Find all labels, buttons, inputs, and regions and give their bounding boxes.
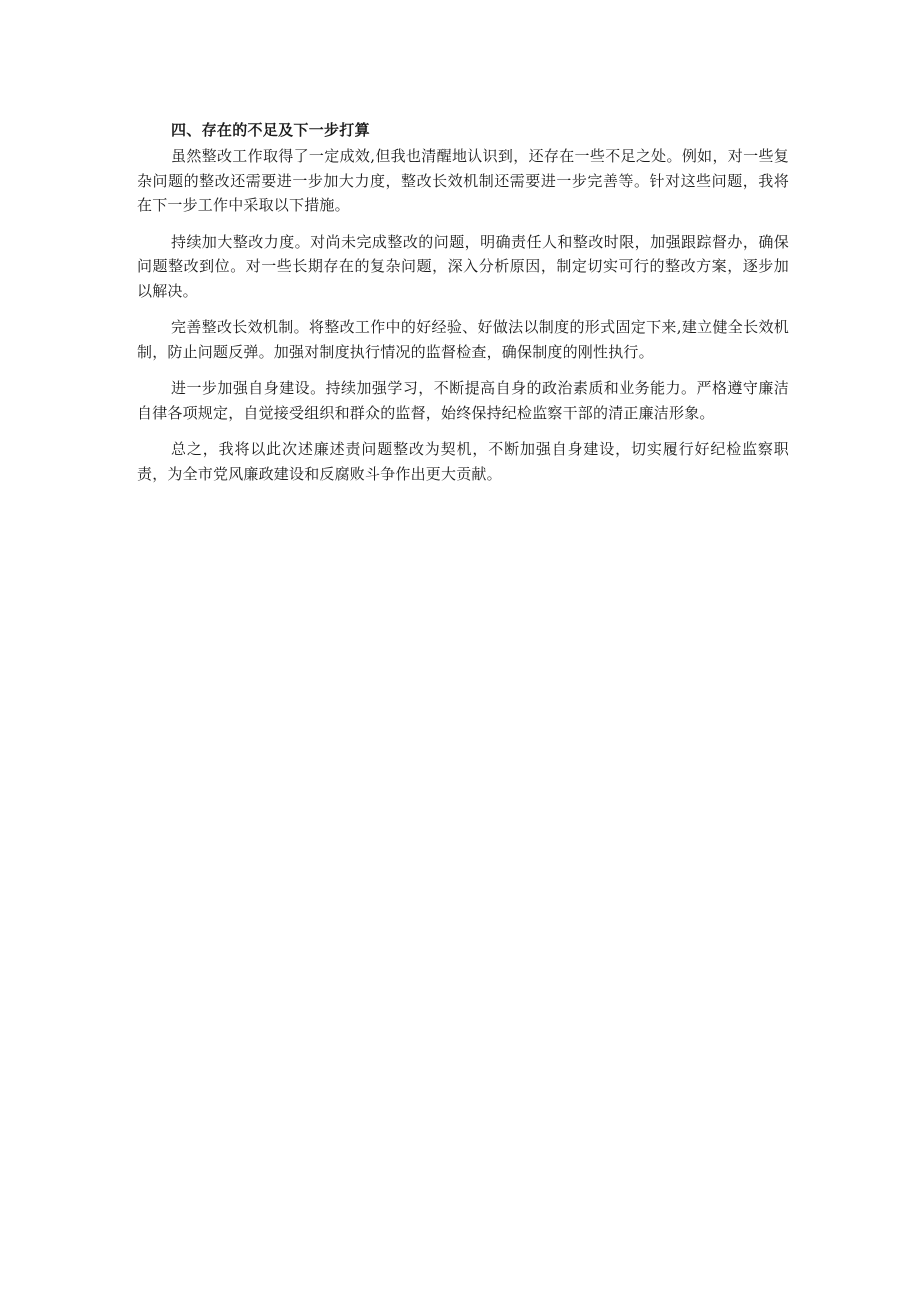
paragraph-long-term-mechanism: 完善整改长效机制。将整改工作中的好经验、好做法以制度的形式固定下来,建立健全长效机制，防止问题反弹。加强对制度执行情况的监督检查，确保制度的刚性执行。 <box>137 318 789 361</box>
section-heading: 四、存在的不足及下一步打算 <box>171 121 370 139</box>
document-body <box>137 118 789 498</box>
paragraph-self-building: 进一步加强自身建设。持续加强学习，不断提高自身的政治素质和业务能力。严格遵守廉洁自律各项规定，自觉接受组织和群众的监督，始终保持纪检监察干部的清正廉洁形象。 <box>137 379 789 422</box>
paragraph-conclusion: 总之，我将以此次述廉述责问题整改为契机，不断加强自身建设，切实履行好纪检监察职责，为全市党风廉政建设和反腐败斗争作出更大贡献。 <box>137 440 789 483</box>
paragraph-shortcomings: 虽然整改工作取得了一定成效,但我也清醒地认识到，还存在一些不足之处。例如，对一些复杂问题的整改还需要进一步加大力度，整改长效机制还需要进一步完善等。针对这些问题，我将在下一步工作中采取以下措施。 <box>137 147 789 214</box>
paragraph-rectification-effort: 持续加大整改力度。对尚未完成整改的问题，明确责任人和整改时限，加强跟踪督办，确保问题整改到位。对一些长期存在的复杂问题，深入分析原因，制定切实可行的整改方案，逐步加以解决。 <box>137 232 789 300</box>
